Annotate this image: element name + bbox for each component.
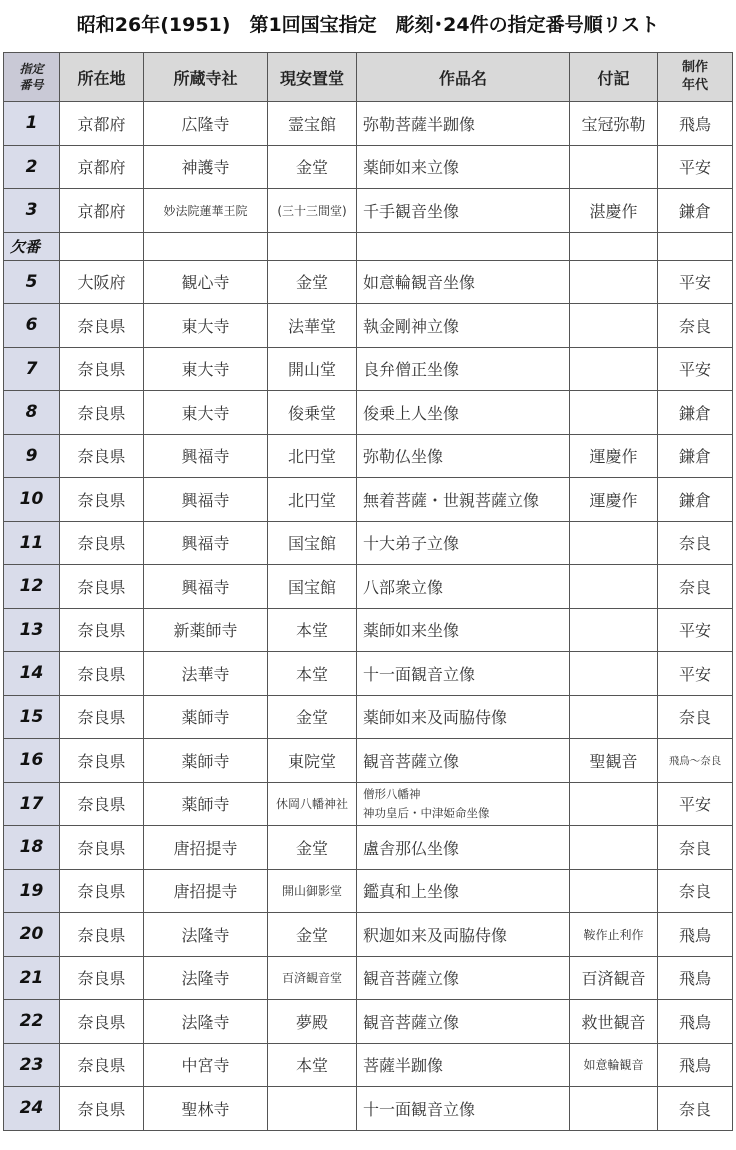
row-work: 如意輪観音坐像 <box>357 260 570 304</box>
row-note: 聖観音 <box>570 739 658 783</box>
row-number-missing: 欠番 <box>4 232 60 260</box>
row-prefecture: 奈良県 <box>60 521 144 565</box>
row-note <box>570 869 658 913</box>
row-prefecture: 奈良県 <box>60 913 144 957</box>
row-note <box>570 260 658 304</box>
row-temple: 東大寺 <box>144 391 268 435</box>
row-prefecture: 奈良県 <box>60 608 144 652</box>
row-work: 弥勒仏坐像 <box>357 434 570 478</box>
row-work: 薬師如来立像 <box>357 145 570 189</box>
row-work: 釈迦如来及両脇侍像 <box>357 913 570 957</box>
table-row <box>4 695 733 739</box>
row-prefecture: 奈良県 <box>60 347 144 391</box>
row-prefecture: 奈良県 <box>60 695 144 739</box>
row-note <box>570 695 658 739</box>
row-temple: 東大寺 <box>144 347 268 391</box>
row-number: 7 <box>4 347 60 391</box>
row-temple: 東大寺 <box>144 304 268 348</box>
row-temple: 法隆寺 <box>144 913 268 957</box>
row-prefecture: 奈良県 <box>60 826 144 870</box>
row-prefecture <box>60 232 144 260</box>
row-note <box>570 521 658 565</box>
table-body <box>4 102 733 1131</box>
row-note: 運慶作 <box>570 434 658 478</box>
row-work <box>357 232 570 260</box>
row-era: 平安 <box>658 782 733 826</box>
header-era <box>658 53 733 102</box>
row-era: 飛鳥 <box>658 956 733 1000</box>
row-note <box>570 232 658 260</box>
row-number: 20 <box>4 913 60 957</box>
row-note <box>570 391 658 435</box>
row-temple: 唐招提寺 <box>144 826 268 870</box>
row-note <box>570 565 658 609</box>
table-row <box>4 391 733 435</box>
row-work: 無着菩薩・世親菩薩立像 <box>357 478 570 522</box>
row-hall: 本堂 <box>268 608 357 652</box>
row-note <box>570 347 658 391</box>
row-era: 飛鳥 <box>658 102 733 146</box>
row-era: 飛鳥 <box>658 1043 733 1087</box>
row-prefecture: 奈良県 <box>60 1000 144 1044</box>
table-row <box>4 826 733 870</box>
row-temple: 妙法院蓮華王院 <box>144 189 268 233</box>
row-work: 弥勒菩薩半跏像 <box>357 102 570 146</box>
header-temple: 所蔵寺社 <box>144 53 268 102</box>
row-note: 鞍作止利作 <box>570 913 658 957</box>
table-row <box>4 189 733 233</box>
row-temple: 広隆寺 <box>144 102 268 146</box>
row-prefecture: 京都府 <box>60 102 144 146</box>
header-era-line1: 制作 <box>681 60 708 75</box>
row-note <box>570 145 658 189</box>
row-era: 奈良 <box>658 695 733 739</box>
row-number: 1 <box>4 102 60 146</box>
row-note <box>570 826 658 870</box>
table-row <box>4 739 733 783</box>
row-prefecture: 京都府 <box>60 189 144 233</box>
row-note: 百済観音 <box>570 956 658 1000</box>
row-number: 16 <box>4 739 60 783</box>
row-hall: 開山堂 <box>268 347 357 391</box>
row-prefecture: 奈良県 <box>60 652 144 696</box>
row-hall: 国宝館 <box>268 521 357 565</box>
row-temple: 観心寺 <box>144 260 268 304</box>
row-work: 菩薩半跏像 <box>357 1043 570 1087</box>
row-number: 15 <box>4 695 60 739</box>
row-temple: 法華寺 <box>144 652 268 696</box>
row-prefecture: 奈良県 <box>60 304 144 348</box>
row-work-line1: 僧形八幡神 <box>363 786 421 801</box>
row-work: 観音菩薩立像 <box>357 956 570 1000</box>
header-prefecture: 所在地 <box>60 53 144 102</box>
row-prefecture: 奈良県 <box>60 478 144 522</box>
row-temple: 興福寺 <box>144 521 268 565</box>
row-number: 22 <box>4 1000 60 1044</box>
row-work: 俊乗上人坐像 <box>357 391 570 435</box>
row-era: 平安 <box>658 347 733 391</box>
table-row-missing <box>4 232 733 260</box>
row-work: 鑑真和上坐像 <box>357 869 570 913</box>
table-row <box>4 434 733 478</box>
row-number: 10 <box>4 478 60 522</box>
table-row <box>4 478 733 522</box>
row-hall: 夢殿 <box>268 1000 357 1044</box>
row-temple: 神護寺 <box>144 145 268 189</box>
row-number: 5 <box>4 260 60 304</box>
row-temple: 新薬師寺 <box>144 608 268 652</box>
row-era <box>658 232 733 260</box>
row-note <box>570 652 658 696</box>
row-number: 17 <box>4 782 60 826</box>
row-temple: 薬師寺 <box>144 695 268 739</box>
table-row <box>4 782 733 826</box>
row-number: 8 <box>4 391 60 435</box>
row-prefecture: 大阪府 <box>60 260 144 304</box>
row-number: 3 <box>4 189 60 233</box>
row-work: 薬師如来坐像 <box>357 608 570 652</box>
table-row <box>4 1043 733 1087</box>
table-row <box>4 652 733 696</box>
row-work: 盧舎那仏坐像 <box>357 826 570 870</box>
row-hall: 休岡八幡神社 <box>268 782 357 826</box>
row-number: 13 <box>4 608 60 652</box>
row-hall: 金堂 <box>268 826 357 870</box>
row-work: 十一面観音立像 <box>357 1087 570 1131</box>
row-work: 薬師如来及両脇侍像 <box>357 695 570 739</box>
row-prefecture: 奈良県 <box>60 391 144 435</box>
row-prefecture: 奈良県 <box>60 1043 144 1087</box>
row-hall <box>268 232 357 260</box>
row-era: 鎌倉 <box>658 391 733 435</box>
row-prefecture: 奈良県 <box>60 739 144 783</box>
row-era: 平安 <box>658 145 733 189</box>
row-note: 宝冠弥勒 <box>570 102 658 146</box>
row-hall: 俊乗堂 <box>268 391 357 435</box>
row-hall: 法華堂 <box>268 304 357 348</box>
row-work: 執金剛神立像 <box>357 304 570 348</box>
row-era: 鎌倉 <box>658 434 733 478</box>
row-era: 飛鳥～奈良 <box>658 739 733 783</box>
table-row <box>4 1087 733 1131</box>
row-note: 湛慶作 <box>570 189 658 233</box>
row-temple: 興福寺 <box>144 565 268 609</box>
row-number: 11 <box>4 521 60 565</box>
table-row <box>4 608 733 652</box>
row-era: 鎌倉 <box>658 189 733 233</box>
row-temple: 中宮寺 <box>144 1043 268 1087</box>
row-note <box>570 608 658 652</box>
header-work: 作品名 <box>357 53 570 102</box>
row-prefecture: 京都府 <box>60 145 144 189</box>
row-number: 2 <box>4 145 60 189</box>
row-work: 観音菩薩立像 <box>357 1000 570 1044</box>
row-hall: 金堂 <box>268 145 357 189</box>
row-era: 飛鳥 <box>658 913 733 957</box>
row-era: 平安 <box>658 652 733 696</box>
row-prefecture: 奈良県 <box>60 782 144 826</box>
row-temple: 薬師寺 <box>144 782 268 826</box>
page-title: 昭和26年(1951) 第1回国宝指定 彫刻･24件の指定番号順リスト <box>76 14 660 36</box>
header-hall: 現安置堂 <box>268 53 357 102</box>
row-era: 奈良 <box>658 521 733 565</box>
row-era: 奈良 <box>658 1087 733 1131</box>
header-number-line1: 指定 <box>19 62 44 76</box>
row-era: 平安 <box>658 608 733 652</box>
row-era: 奈良 <box>658 304 733 348</box>
table-row <box>4 913 733 957</box>
national-treasure-table <box>3 52 733 1131</box>
row-temple: 興福寺 <box>144 478 268 522</box>
row-hall: 開山御影堂 <box>268 869 357 913</box>
row-hall: 北円堂 <box>268 478 357 522</box>
row-work: 八部衆立像 <box>357 565 570 609</box>
table-row <box>4 347 733 391</box>
row-note: 如意輪観音 <box>570 1043 658 1087</box>
row-temple: 聖林寺 <box>144 1087 268 1131</box>
table-row <box>4 869 733 913</box>
row-era: 平安 <box>658 260 733 304</box>
header-era-line2: 年代 <box>681 78 708 93</box>
row-number: 6 <box>4 304 60 348</box>
row-temple: 興福寺 <box>144 434 268 478</box>
row-prefecture: 奈良県 <box>60 956 144 1000</box>
row-hall: 本堂 <box>268 652 357 696</box>
header-note: 付記 <box>570 53 658 102</box>
row-number: 23 <box>4 1043 60 1087</box>
row-era: 飛鳥 <box>658 1000 733 1044</box>
row-era: 奈良 <box>658 869 733 913</box>
row-number: 19 <box>4 869 60 913</box>
row-note <box>570 782 658 826</box>
row-era: 奈良 <box>658 826 733 870</box>
row-hall: 百済観音堂 <box>268 956 357 1000</box>
row-number: 24 <box>4 1087 60 1131</box>
table-row <box>4 956 733 1000</box>
row-temple: 薬師寺 <box>144 739 268 783</box>
header-number <box>4 53 60 102</box>
row-note <box>570 304 658 348</box>
row-work: 十大弟子立像 <box>357 521 570 565</box>
row-prefecture: 奈良県 <box>60 434 144 478</box>
row-number: 21 <box>4 956 60 1000</box>
table-row <box>4 1000 733 1044</box>
row-hall: 北円堂 <box>268 434 357 478</box>
table-row <box>4 521 733 565</box>
table-row <box>4 260 733 304</box>
row-number: 9 <box>4 434 60 478</box>
row-hall: 金堂 <box>268 913 357 957</box>
row-hall: 東院堂 <box>268 739 357 783</box>
row-hall: 金堂 <box>268 260 357 304</box>
row-work: 良弁僧正坐像 <box>357 347 570 391</box>
row-prefecture: 奈良県 <box>60 1087 144 1131</box>
table-row <box>4 145 733 189</box>
row-number: 12 <box>4 565 60 609</box>
row-temple: 法隆寺 <box>144 956 268 1000</box>
row-prefecture: 奈良県 <box>60 565 144 609</box>
row-note: 救世観音 <box>570 1000 658 1044</box>
row-work: 千手観音坐像 <box>357 189 570 233</box>
row-work: 十一面観音立像 <box>357 652 570 696</box>
row-hall: (三十三間堂) <box>268 189 357 233</box>
row-temple: 唐招提寺 <box>144 869 268 913</box>
table-row <box>4 102 733 146</box>
row-work <box>357 782 570 826</box>
row-number: 18 <box>4 826 60 870</box>
row-number: 14 <box>4 652 60 696</box>
row-era: 奈良 <box>658 565 733 609</box>
header-number-line2: 番号 <box>19 78 44 92</box>
row-hall: 本堂 <box>268 1043 357 1087</box>
row-note <box>570 1087 658 1131</box>
row-temple: 法隆寺 <box>144 1000 268 1044</box>
row-hall <box>268 1087 357 1131</box>
row-hall: 国宝館 <box>268 565 357 609</box>
row-prefecture: 奈良県 <box>60 869 144 913</box>
row-era: 鎌倉 <box>658 478 733 522</box>
row-temple <box>144 232 268 260</box>
table-row <box>4 304 733 348</box>
row-work-line2: 神功皇后・中津姫命坐像 <box>363 805 490 820</box>
row-hall: 金堂 <box>268 695 357 739</box>
table-header <box>4 53 733 102</box>
row-hall: 霊宝館 <box>268 102 357 146</box>
row-note: 運慶作 <box>570 478 658 522</box>
row-work: 観音菩薩立像 <box>357 739 570 783</box>
table-row <box>4 565 733 609</box>
